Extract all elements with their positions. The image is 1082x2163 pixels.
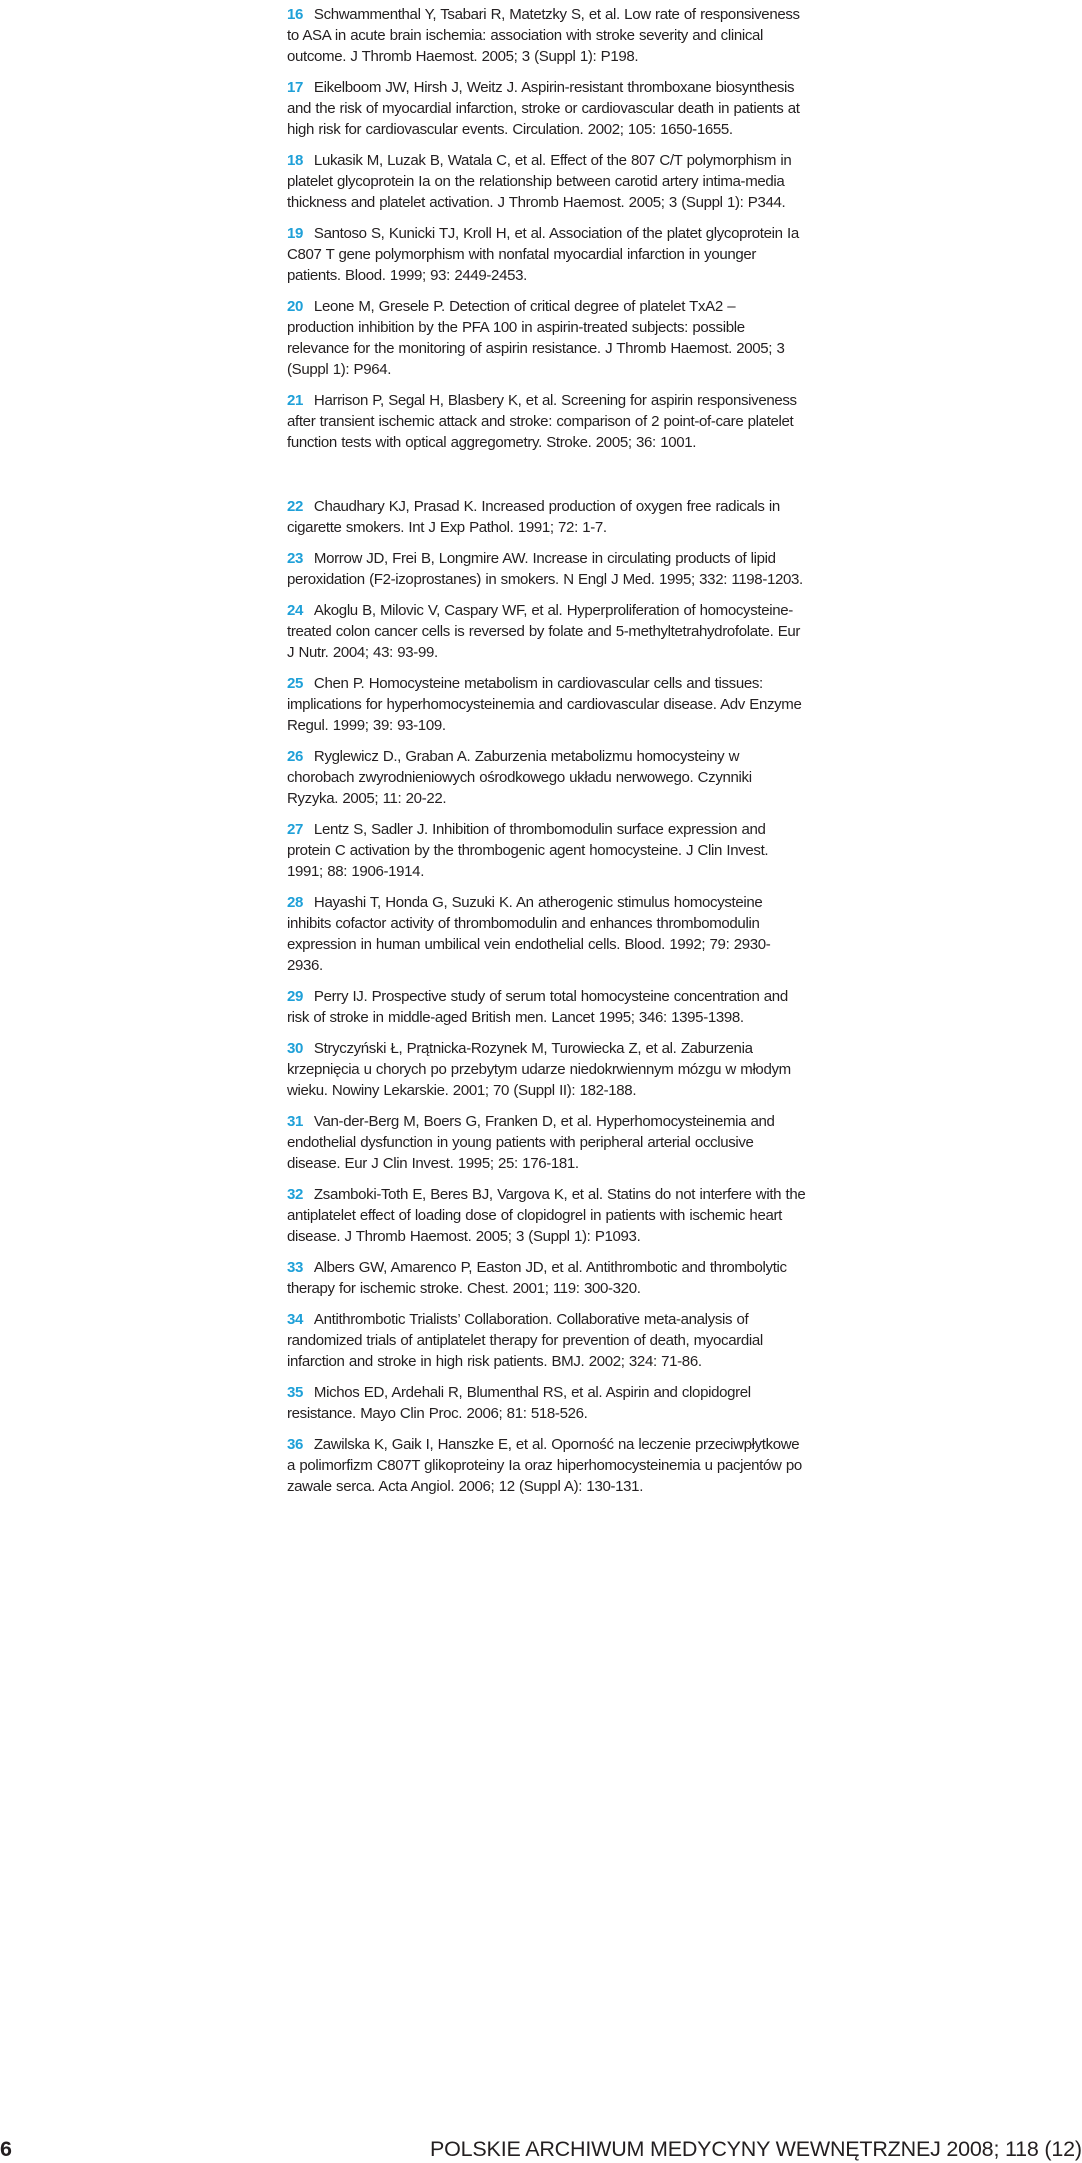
reference-text: Albers GW, Amarenco P, Easton JD, et al. Antithrombotic and thrombolytic therapy for ischemic stroke. Chest. 2001; 119: 300-320. [287,1259,787,1297]
reference-number: 22 [287,498,304,515]
reference-text: Chen P. Homocysteine metabolism in cardiovascular cells and tissues: implications for hyperhomocysteinemia and cardiovascular disease. Adv Enzyme Regul. 1999; 39: 93-109. [287,675,802,734]
page-footer [0,2136,1082,2162]
reference-text: Ryglewicz D., Graban A. Zaburzenia metabolizmu homocysteiny w chorobach zwyrodnieniowych ośrodkowego układu nerwowego. Czynniki Ryzyka. 2005; 11: 20-22. [287,748,752,807]
reference-item [287,1038,806,1101]
page-number: 6 [0,2137,12,2161]
reference-item [287,819,806,882]
reference-item [287,986,806,1028]
reference-number: 32 [287,1186,304,1203]
reference-item [287,296,806,380]
reference-number: 23 [287,550,304,567]
reference-text: Chaudhary KJ, Prasad K. Increased production of oxygen free radicals in cigarette smokers. Int J Exp Pathol. 1991; 72: 1-7. [287,498,780,536]
reference-item [287,4,806,67]
journal-citation: POLSKIE ARCHIWUM MEDYCYNY WEWNĘTRZNEJ 2008; 118 (12) [430,2137,1082,2161]
reference-text: Antithrombotic Trialists’ Collaboration. Collaborative meta-analysis of randomized trials of antiplatelet therapy for prevention of death, myocardial infarction and stroke in high risk patients. BMJ. 2002; 324: 71-86. [287,1311,763,1370]
reference-item [287,77,806,140]
reference-number: 31 [287,1113,304,1130]
reference-item [287,150,806,213]
reference-text: Harrison P, Segal H, Blasbery K, et al. Screening for aspirin responsiveness after transient ischemic attack and stroke: comparison of 2 point-of-care platelet function tests with optical aggregometry. Stroke. 2005; 36: 1001. [287,392,797,451]
reference-number: 17 [287,79,304,96]
reference-text: Van-der-Berg M, Boers G, Franken D, et al. Hyperhomocysteinemia and endothelial dysfunction in young patients with peripheral arterial occlusive disease. Eur J Clin Invest. 1995; 25: 176-181. [287,1113,775,1172]
reference-text: Santoso S, Kunicki TJ, Kroll H, et al. Association of the platet glycoprotein Ia C807 T gene polymorphism with nonfatal myocardial infarction in younger patients. Blood. 1999; 93: 2449-2453. [287,225,799,284]
reference-number: 35 [287,1384,304,1401]
reference-group-2 [287,496,811,1497]
reference-number: 20 [287,298,304,315]
reference-item [287,673,806,736]
reference-number: 29 [287,988,304,1005]
reference-text: Perry IJ. Prospective study of serum total homocysteine concentration and risk of stroke in middle-aged British men. Lancet 1995; 346: 1395-1398. [287,988,788,1026]
reference-item [287,1111,806,1174]
reference-text: Akoglu B, Milovic V, Caspary WF, et al. Hyperproliferation of homocysteine-treated colon cancer cells is reversed by folate and 5-methyltetrahydrofolate. Eur J Nutr. 2004; 43: 93-99. [287,602,801,661]
reference-text: Morrow JD, Frei B, Longmire AW. Increase in circulating products of lipid peroxidation (F2-izoprostanes) in smokers. N Engl J Med. 1995; 332: 1198-1203. [287,550,803,588]
reference-number: 30 [287,1040,304,1057]
reference-item [287,390,806,453]
reference-text: Schwammenthal Y, Tsabari R, Matetzky S, et al. Low rate of responsiveness to ASA in acute brain ischemia: association with stroke severity and clinical outcome. J Thromb Haemost. 2005; 3 (Suppl 1): P198. [287,6,800,65]
reference-number: 24 [287,602,304,619]
reference-group-1 [287,4,811,453]
reference-item [287,892,806,976]
reference-text: Lukasik M, Luzak B, Watala C, et al. Effect of the 807 C/T polymorphism in platelet glycoprotein Ia on the relationship between carotid artery intima-media thickness and platelet activation. J Thromb Haemost. 2005; 3 (Suppl 1): P344. [287,152,792,211]
reference-item [287,548,806,590]
reference-item [287,1434,806,1497]
reference-item [287,496,806,538]
reference-item [287,1257,806,1299]
reference-text: Lentz S, Sadler J. Inhibition of thrombomodulin surface expression and protein C activation by the thrombogenic agent homocysteine. J Clin Invest. 1991; 88: 1906-1914. [287,821,769,880]
reference-number: 28 [287,894,304,911]
reference-number: 26 [287,748,304,765]
reference-number: 16 [287,6,304,23]
reference-item [287,1309,806,1372]
reference-text: Leone M, Gresele P. Detection of critical degree of platelet TxA2 – production inhibition by the PFA 100 in aspirin-treated subjects: possible relevance for the monitoring of aspirin resistance. J Thromb Haemost. 2005; 3 (Suppl 1): P964. [287,298,785,378]
reference-text: Zawilska K, Gaik I, Hanszke E, et al. Oporność na leczenie przeciwpłytkowe a polimorfizm C807T glikoproteiny Ia oraz hiperhomocysteinemia u pacjentów po zawale serca. Acta Angiol. 2006; 12 (Suppl A): 130-131. [287,1436,802,1495]
reference-item [287,1184,806,1247]
reference-item [287,600,806,663]
reference-number: 33 [287,1259,304,1276]
reference-number: 18 [287,152,304,169]
reference-number: 27 [287,821,304,838]
reference-item [287,1382,806,1424]
reference-number: 19 [287,225,304,242]
reference-number: 34 [287,1311,304,1328]
reference-text: Zsamboki-Toth E, Beres BJ, Vargova K, et al. Statins do not interfere with the antiplatelet effect of loading dose of clopidogrel in patients with ischemic heart disease. J Thromb Haemost. 2005; 3 (Suppl 1): P1093. [287,1186,806,1245]
reference-text: Michos ED, Ardehali R, Blumenthal RS, et al. Aspirin and clopidogrel resistance. Mayo Clin Proc. 2006; 81: 518-526. [287,1384,751,1422]
reference-text: Hayashi T, Honda G, Suzuki K. An atherogenic stimulus homocysteine inhibits cofactor activity of thrombomodulin and enhances thrombomodulin expression in human umbilical vein endothelial cells. Blood. 1992; 79: 2930-2936. [287,894,771,974]
reference-number: 21 [287,392,304,409]
reference-text: Eikelboom JW, Hirsh J, Weitz J. Aspirin-resistant thromboxane biosynthesis and the risk of myocardial infarction, stroke or cardiovascular death in patients at high risk for cardiovascular events. Circulation. 2002; 105: 1650-1655. [287,79,800,138]
reference-text: Stryczyński Ł, Prątnicka-Rozynek M, Turowiecka Z, et al. Zaburzenia krzepnięcia u chorych po przebytym udarze niedokrwiennym mózgu w młodym wieku. Nowiny Lekarskie. 2001; 70 (Suppl II): 182-188. [287,1040,791,1099]
reference-item [287,746,806,809]
reference-group-gap [287,463,811,496]
reference-number: 36 [287,1436,304,1453]
reference-item [287,223,806,286]
reference-list [287,4,811,1507]
reference-number: 25 [287,675,304,692]
